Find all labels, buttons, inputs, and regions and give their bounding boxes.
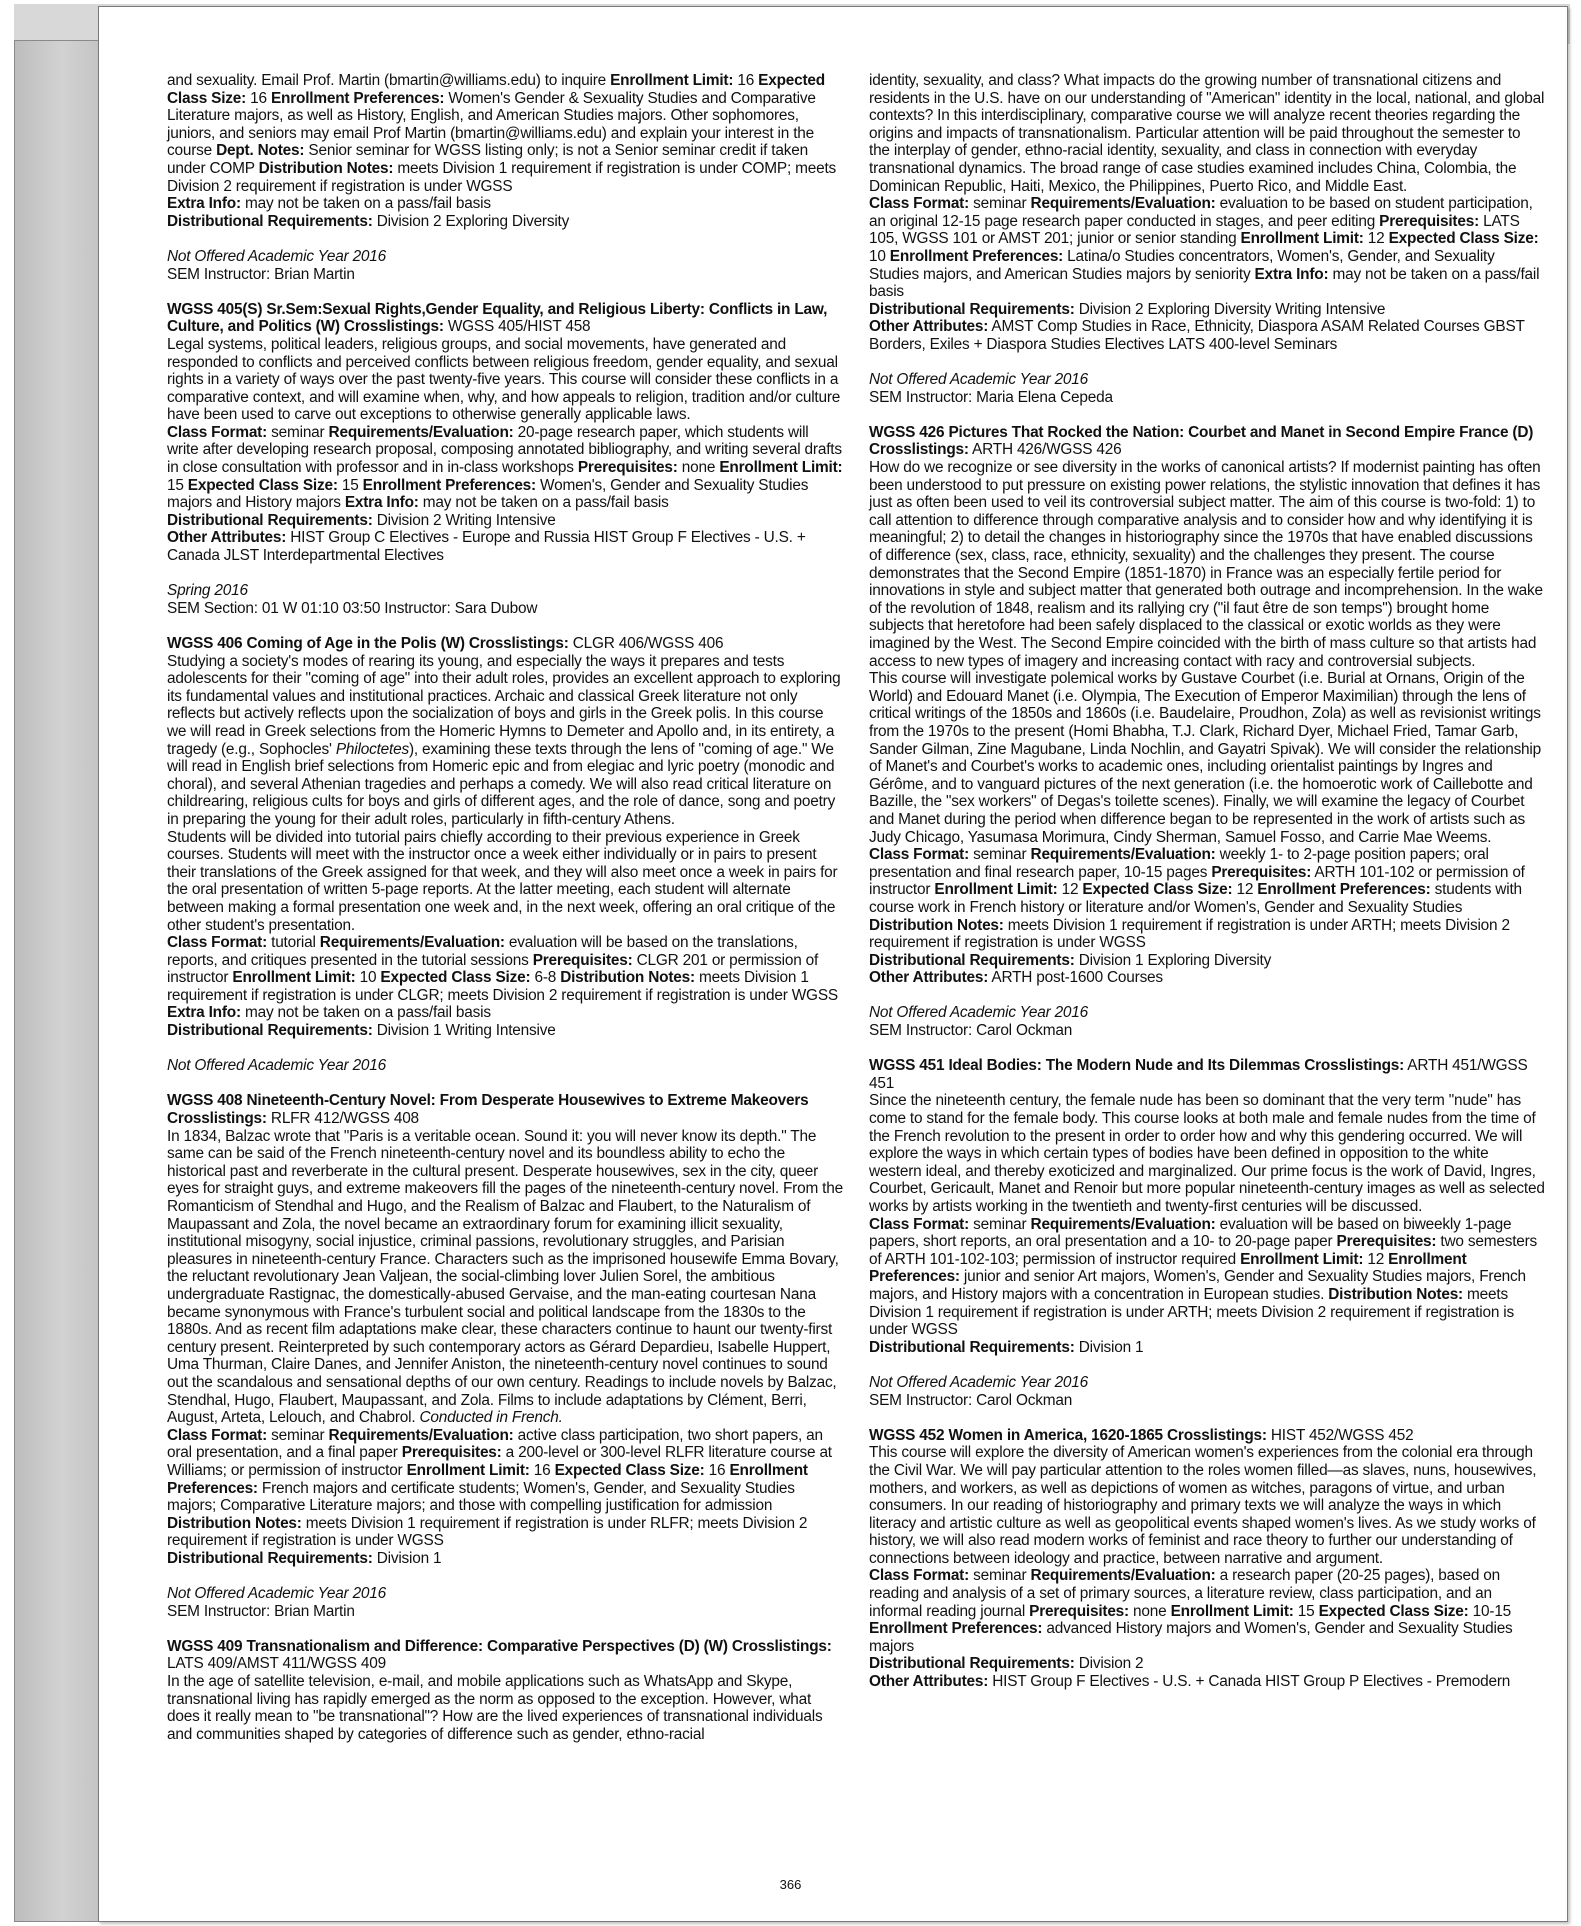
label: Expected Class Size: xyxy=(187,476,338,494)
course-details xyxy=(167,424,844,512)
value: 16 xyxy=(733,72,759,89)
label: Distribution Notes: xyxy=(167,1514,302,1532)
value: ARTH 101-102 or permission of instructor xyxy=(869,863,1525,899)
value: Division 1 xyxy=(372,1549,442,1567)
label: Distributional Requirements: xyxy=(167,1022,373,1040)
section-info: SEM Section: 01 W 01:10 03:50 Instructor: Sara Dubow xyxy=(167,599,538,617)
label: Expected Class Size: xyxy=(554,1461,705,1479)
label: Class Format: xyxy=(869,195,970,213)
value: AMST Comp Studies in Race, Ethnicity, Diaspora ASAM Related Courses GBST Borders, Exiles + Diaspora Studies Electives LATS 400-level Seminars xyxy=(869,318,1525,353)
value: meets Division 1 requirement if registration is under COMP; meets Division 2 requirement if registration is under WGSS xyxy=(167,159,837,195)
course-details xyxy=(167,934,844,1022)
label: Extra Info: xyxy=(344,494,419,512)
value: seminar xyxy=(969,1567,1031,1585)
label: Prerequisites: xyxy=(577,459,678,477)
label: Class Format: xyxy=(869,1567,970,1585)
course-wgss-409-continued xyxy=(869,72,1545,406)
label: Other Attributes: xyxy=(869,969,989,987)
crosslistings: ARTH 426/WGSS 426 xyxy=(968,441,1122,459)
label: Extra Info: xyxy=(1254,265,1329,283)
label: Requirements/Evaluation: xyxy=(1030,195,1216,213)
value: meets Division 1 requirement if registration is under RLFR; meets Division 2 requirement if registration is under WGSS xyxy=(167,1514,808,1550)
value: Division 1 Exploring Diversity xyxy=(1074,951,1272,969)
value: seminar xyxy=(969,1215,1031,1233)
value: Women's, Gender and Sexuality Studies majors and History majors xyxy=(167,476,809,512)
value: Division 1 Writing Intensive xyxy=(372,1022,556,1040)
label: Enrollment Preferences: xyxy=(362,476,536,494)
course-title xyxy=(167,301,844,336)
value: ARTH post-1600 Courses xyxy=(988,969,1163,987)
label: Class Format: xyxy=(869,846,970,864)
section-info: SEM Instructor: Maria Elena Cepeda xyxy=(869,388,1113,406)
label: Expected Class Size: xyxy=(380,969,531,987)
value: 16 xyxy=(246,89,271,107)
other-attributes xyxy=(869,1673,1545,1691)
course-description: This course will investigate polemical works by Gustave Courbet (i.e. Burial at Ornans, Origin of the World) and Edouard Manet (i.e. Olympia, The Execution of Emperor Maximilian) through the lens of critical writings of the 1850s and 1860s (i.e. Baudelaire, Proudhon, Zola) as well as revisionist writings from the 1970s to the present (Homi Bhabha, T.J. Clark, Richard Dyer, Michael Fried, Tamar Garb, Sander Gilman, Zine Magubane, Linda Nochlin, and Gayatri Spivak). We will consider the relationship of Manet's and Courbet's works to academic ones, including orientalist paintings by Ingres and Gérôme, and to vanguard pictures of the next generation (i.e. the homoerotic work of Caillebotte and Bazille, the "sex workers" of Degas's toilette scenes). Finally, we will examine the legacy of Courbet and Manet during the period when difference began to be represented in the work of artists such as Judy Chicago, Yasumasa Morimura, Cindy Sherman, Samuel Fosso, and Carrie Mae Weems. xyxy=(869,670,1541,846)
label: Enrollment Preferences: xyxy=(869,1620,1043,1638)
section-info: SEM Instructor: Brian Martin xyxy=(167,265,355,283)
label: Prerequisites: xyxy=(1336,1233,1437,1251)
label: Enrollment Preferences: xyxy=(167,1461,808,1497)
other-attributes xyxy=(869,318,1545,353)
label: Requirements/Evaluation: xyxy=(1030,1567,1216,1585)
course-wgss-408 xyxy=(167,1092,844,1620)
label: Other Attributes: xyxy=(167,529,287,547)
crosslistings: ARTH 451/WGSS 451 xyxy=(869,1057,1528,1092)
label: Prerequisites: xyxy=(532,951,633,969)
course-description: How do we recognize or see diversity in the works of canonical artists? If modernist painting has often been understood to put pressure on existing power relations, the stylistic innovation that defines it has just as often been used to veil its controversial subject matter. The aim of this course is two-fold: 1) to call attention to difference through comparative analysis and to consider how and why identifying it is meaningful; 2) to detail the changes in historiography since the 1970s that have enabled discussions of difference (sex, class, race, ethnicity, sexuality) and the challenges they present. The course demonstrates that the Second Empire (1851-1870) in France was an especially fertile period for innovations in style and subject matter that generated both outrage and incomprehension. In the wake of the revolution of 1848, realism and its rallying cry ("il faut être de son temps") brought home subjects that heretofore had been safely displaced to the classical or exotic worlds as they were imagined by the West. The Second Empire coincided with the birth of mass culture so that artists had access to new types of imagery and increasing contact with racy and controversial subjects. xyxy=(869,459,1543,670)
label: Other Attributes: xyxy=(869,318,989,336)
label: Distributional Requirements: xyxy=(869,1655,1075,1673)
label: Prerequisites: xyxy=(1029,1602,1129,1620)
distributional-requirements xyxy=(167,1550,844,1568)
course-details xyxy=(869,195,1545,301)
value: 10 xyxy=(869,247,890,265)
value: seminar xyxy=(267,1426,329,1444)
value: 15 xyxy=(1293,1602,1319,1620)
distributional-requirements xyxy=(167,512,844,530)
crosslistings: RLFR 412/WGSS 408 xyxy=(266,1110,419,1128)
course-wgss-405 xyxy=(167,301,844,618)
offering-term: Not Offered Academic Year 2016 xyxy=(869,1004,1089,1022)
offering-term: Not Offered Academic Year 2016 xyxy=(869,371,1089,389)
value: evaluation will be based on biweekly 1-page papers, short reports, an oral presentation and a 10- to 20-page paper xyxy=(869,1215,1512,1251)
course-description: This course will explore the diversity of American women's experiences from the colonial era through the Civil War. We will pay particular attention to the roles women filled—as slaves, nuns, housewives, mothers, and workers, as well as depictions of women as witches, paragons of virtue, and urban consumers. In our reading of historiography and primary texts we will analyze the ways in which literacy and artistic culture as well as geopolitical events shaped women's lives. As we study works of history, we will also read modern works of feminist and race theory to further our understanding of connections between ideology and practice, between narrative and argument. xyxy=(869,1444,1537,1567)
course-title xyxy=(869,1427,1545,1445)
course-title xyxy=(167,635,844,653)
extra-info xyxy=(167,195,844,213)
crosslistings: LATS 409/AMST 411/WGSS 409 xyxy=(167,1655,386,1673)
section-info: SEM Instructor: Brian Martin xyxy=(167,1602,355,1620)
text: Studying a society's modes of rearing its young, and especially the ways it prepares and tests adolescents for their "coming of age" into their adult roles, provides an excellent approach to exploring its fundamental values and institutional practices. Archaic and classical Greek literature not only reflects but actively reflects upon the socialization of boys and girls in the Greek polis. In this course we will read in Greek selections from the Homeric Hymns to Demeter and Apollo and, in its entirety, a tragedy (e.g., Sophocles' xyxy=(167,652,841,758)
course-details xyxy=(869,1567,1545,1655)
value: seminar xyxy=(969,195,1031,213)
distributional-requirements xyxy=(869,1339,1545,1357)
distributional-requirements xyxy=(869,301,1545,319)
label: Class Format: xyxy=(167,934,268,952)
distributional-requirements xyxy=(869,1655,1545,1673)
label: Distributional Requirements: xyxy=(869,300,1075,318)
label: Distribution Notes: xyxy=(560,969,695,987)
course-details xyxy=(167,72,844,195)
label: Requirements/Evaluation: xyxy=(319,934,505,952)
value: weekly 1- to 2-page position papers; oral presentation and final research paper, 10-15 pages xyxy=(869,846,1489,881)
course-wgss-404-tail xyxy=(167,72,844,283)
label: Dept. Notes: xyxy=(216,142,305,160)
course-description: Since the nineteenth century, the female nude has been so dominant that the very term "nude" has come to stand for the female body. This course looks at both male and female nudes from the time of the French revolution to the present in order to order how and why this gendering occurred. We will explore the ways in which certain types of bodies have been defined in opposition to the white western ideal, and thereby exoticized and marginalized. Our prime focus is the work of David, Ingres, Courbet, Gericault, Manet and Renoir but more popular nineteenth-century images as well as selected works by artists working in the twentieth and twenty-first centuries will be discussed. xyxy=(869,1092,1545,1215)
course-wgss-451 xyxy=(869,1057,1545,1409)
value: students with course work in French history or literature and/or Women's, Gender and Sexuality Studies xyxy=(869,881,1522,916)
value: 6-8 xyxy=(530,969,561,987)
value: seminar xyxy=(969,846,1031,864)
course-wgss-406 xyxy=(167,635,844,1075)
label: Requirements/Evaluation: xyxy=(1030,1215,1216,1233)
label: Enrollment Limit: xyxy=(232,969,356,987)
course-description: identity, sexuality, and class? What impacts do the growing number of transnational citizens and residents in the U.S. have on our understanding of "American" identity in the local, national, and global contexts? In this interdisciplinary, comparative course we will analyze recent theories regarding the origins and impacts of transnationalism. Particular attention will be paid throughout the semester to the interplay of gender, ethno-racial identity, sexuality, and class in connection with everyday transnational dynamics. The broad range of case studies examined includes China, Colombia, the Dominican Republic, Haiti, Mexico, the Philippines, Puerto Rico, and Middle East. xyxy=(869,72,1545,195)
course-wgss-426 xyxy=(869,424,1545,1040)
value: 10 xyxy=(355,969,381,987)
title: WGSS 426 Pictures That Rocked the Nation: Courbet and Manet in Second Empire France (D) Crosslistings: xyxy=(869,423,1534,459)
label: Distributional Requirements: xyxy=(167,212,373,230)
label: Distribution Notes: xyxy=(258,159,394,177)
label: Prerequisites: xyxy=(1211,863,1312,881)
value: a 200-level or 300-level RLFR literature course at Williams; or permission of instructor xyxy=(167,1444,832,1479)
value: evaluation to be based on student participation, an original 12-15 page research paper conducted in stages, and peer editing xyxy=(869,195,1533,230)
offering-term: Not Offered Academic Year 2016 xyxy=(167,1585,387,1603)
label: Extra Info: xyxy=(167,195,241,213)
title: WGSS 409 Transnationalism and Difference: Comparative Perspectives (D) (W) Crosslistings: xyxy=(167,1637,832,1655)
value: may not be taken on a pass/fail basis xyxy=(418,494,669,512)
title: WGSS 408 Nineteenth-Century Novel: From Desperate Housewives to Extreme Makeovers Crosslistings: xyxy=(167,1092,809,1128)
value: a research paper (20-25 pages), based on reading and analysis of a set of primary sources, a literature review, class participation, and an informal reading journal xyxy=(869,1567,1501,1620)
binder-spine xyxy=(14,40,101,1922)
course-description xyxy=(167,653,844,829)
label: Prerequisites: xyxy=(1379,212,1480,230)
value: two semesters of ARTH 101-102-103; permission of instructor required xyxy=(869,1233,1538,1268)
course-details xyxy=(167,1427,844,1550)
distributional-requirements xyxy=(167,213,844,231)
value: seminar xyxy=(267,423,329,441)
offering-term: Not Offered Academic Year 2016 xyxy=(869,1373,1089,1391)
label: Enrollment Preferences: xyxy=(889,247,1064,265)
value: 10-15 xyxy=(1468,1602,1512,1620)
value: CLGR 201 or permission of instructor xyxy=(167,951,819,987)
value: 15 xyxy=(167,476,188,494)
value: none xyxy=(677,459,720,477)
label: Expected Class Size: xyxy=(1388,230,1539,248)
text: ), examining these texts through the lens of "coming of age." We will read in English brief selections from Homeric epic and from elegiac and lyric poetry (monodic and choral), and several Athenian tragedies and perhaps a comedy. We will also read critical literature on childrearing, religious cults for boys and girls of different ages, and the role of dance, song and poetry in preparing the young for their adult roles, particularly in fifth-century Athens. xyxy=(167,740,836,828)
crosslistings: CLGR 406/WGSS 406 xyxy=(568,635,724,652)
label: Distributional Requirements: xyxy=(869,951,1075,969)
title: WGSS 406 Coming of Age in the Polis (W) Crosslistings: xyxy=(167,635,569,652)
value: Division 2 Exploring Diversity xyxy=(372,212,570,230)
course-details xyxy=(869,846,1545,952)
text: In 1834, Balzac wrote that "Paris is a veritable ocean. Sound it: you will never know its depth." The same can be said of the French nineteenth-century novel and its boundless ability to echo the historical past and reverberate in the cultural present. Desperate housewives, sex in the city, queer eyes for straight guys, and extreme makeovers fill the pages of the nineteenth-century novel. From the Romanticism of Stendhal and Hugo, and the Realism of Balzac and Flaubert, to the Naturalism of Maupassant and Zola, the novel became an extraordinary forum for examining illicit sexuality, institutional misogyny, social injustice, criminal passions, revolutionary struggles, and Parisian pleasures in nineteenth-century France. Characters such as the imprisoned housewife Emma Bovary, the reluctant revolutionary Jean Valjean, the social-climbing lover Julien Sorel, the ambitious undergraduate Rastignac, the domestically-abused Gervaise, and the man-eating courtesan Nana became synonymous with France's turbulent social and political landscape from the 1830s to the 1880s. And as recent film adaptations make clear, these characters continue to haunt our twenty-first century present. Reinterpreted by such contemporary actors as Gérard Depardieu, Isabelle Huppert, Uma Thurman, Claire Danes, and Jennifer Aniston, the nineteenth-century novel continues to sound out the scandalous and sensational depths of our own century. Readings to include novels by Balzac, Stendhal, Hugo, Flaubert, Maupassant, and Zola. Films to include adaptations by Clément, Berri, August, Arteta, Lelouch, and Chabrol. xyxy=(167,1127,843,1427)
other-attributes xyxy=(869,969,1545,987)
offering-term: Not Offered Academic Year 2016 xyxy=(167,1057,387,1075)
other-attributes xyxy=(167,529,844,564)
offering-term: Not Offered Academic Year 2016 xyxy=(167,247,387,265)
label: Distribution Notes: xyxy=(1328,1285,1463,1303)
value: Division 2 Writing Intensive xyxy=(372,511,556,529)
value: evaluation will be based on the translations, reports, and critiques presented in the tutorial sessions xyxy=(167,934,798,969)
section-info: SEM Instructor: Carol Ockman xyxy=(869,1022,1073,1040)
course-description: In the age of satellite television, e-mail, and mobile applications such as WhatsApp and Skype, transnational living has rapidly emerged as the norm as opposed to the exception. However, what does it really mean to "be transnational"? How are the lived experiences of transnational individuals and communities shaped by categories of difference such as gender, ethno-racial xyxy=(167,1673,823,1743)
label: Distributional Requirements: xyxy=(167,1549,373,1567)
label: Other Attributes: xyxy=(869,1673,989,1691)
label: Enrollment Preferences: xyxy=(270,89,445,107)
label: Expected Class Size: xyxy=(1318,1602,1469,1620)
course-title xyxy=(869,424,1545,459)
course-title xyxy=(167,1638,844,1673)
course-wgss-409 xyxy=(167,1638,844,1744)
value: Women's Gender & Sexuality Studies and Comparative Literature majors, as well as History, English, and American Studies majors. Other sophomores, juniors, and seniors may email Prof Martin (bmartin@williams.edu) and explain your interest in the course xyxy=(167,89,816,160)
value: Division 2 xyxy=(1074,1655,1144,1673)
distributional-requirements xyxy=(167,1022,844,1040)
text: Conducted in French. xyxy=(419,1409,563,1427)
value: may not be taken on a pass/fail basis xyxy=(240,1004,491,1022)
offering-term: Spring 2016 xyxy=(167,582,248,600)
value: 12 xyxy=(1363,230,1389,248)
text: and sexuality. Email Prof. Martin (bmartin@williams.edu) to inquire xyxy=(167,72,611,89)
value: tutorial xyxy=(267,934,320,952)
label: Enrollment Limit: xyxy=(1240,230,1364,248)
value: 15 xyxy=(337,476,363,494)
value: meets Division 1 requirement if registration is under ARTH; meets Division 2 requirement if registration is under WGSS xyxy=(869,916,1510,952)
value: Latina/o Studies concentrators, Women's, Gender, and Sexuality Studies majors, and American Studies majors by seniority xyxy=(869,247,1495,283)
label: Enrollment Limit: xyxy=(719,459,843,477)
value: HIST Group F Electives - U.S. + Canada HIST Group P Electives - Premodern xyxy=(988,1673,1511,1691)
value: 12 xyxy=(1232,881,1258,899)
value: advanced History majors and Women's, Gender and Sexuality Studies majors xyxy=(869,1620,1513,1655)
course-description xyxy=(167,1128,844,1427)
value: 12 xyxy=(1363,1250,1389,1268)
label: Enrollment Limit: xyxy=(1170,1602,1294,1620)
label: Enrollment Limit: xyxy=(934,881,1058,899)
distributional-requirements xyxy=(869,952,1545,970)
right-column xyxy=(869,72,1545,1691)
value: may not be taken on a pass/fail basis xyxy=(240,195,491,213)
label: Enrollment Limit: xyxy=(610,72,734,89)
course-description: Students will be divided into tutorial pairs chiefly according to their previous experience in Greek courses. Students will meet with the instructor once a week either individually or in pairs to present their translations of the Greek assigned for that week, and they will also meet once a week in pairs for the oral presentation of written 5-page reports. At the latter meeting, each student will alternate between making a formal presentation one week and, in the next week, offering an oral critique of the other student's presentation. xyxy=(167,828,838,934)
value: 16 xyxy=(704,1461,730,1479)
course-details xyxy=(869,1216,1545,1339)
label: Expected Class Size: xyxy=(1082,881,1233,899)
label: Class Format: xyxy=(869,1215,970,1233)
value: HIST Group C Electives - Europe and Russia HIST Group F Electives - U.S. + Canada JLST Interdepartmental Electives xyxy=(167,529,806,565)
course-title xyxy=(167,1092,844,1127)
value: none xyxy=(1128,1602,1171,1620)
label: Requirements/Evaluation: xyxy=(1030,846,1216,864)
label: Enrollment Limit: xyxy=(406,1461,530,1479)
crosslistings: HIST 452/WGSS 452 xyxy=(1266,1426,1414,1444)
value: Senior seminar for WGSS listing only; is not a Senior seminar credit if taken under COMP xyxy=(167,142,808,177)
value: active class participation, two short papers, an oral presentation, and a final paper xyxy=(167,1426,823,1462)
section-info: SEM Instructor: Carol Ockman xyxy=(869,1391,1073,1409)
crosslistings: WGSS 405/HIST 458 xyxy=(443,318,591,336)
label: Enrollment Limit: xyxy=(1240,1250,1364,1268)
title: WGSS 452 Women in America, 1620-1865 Crosslistings: xyxy=(869,1426,1267,1444)
value: 12 xyxy=(1057,881,1083,899)
label: Requirements/Evaluation: xyxy=(328,1426,514,1444)
label: Prerequisites: xyxy=(401,1444,502,1462)
value: LATS 105, WGSS 101 or AMST 201; junior or senior standing xyxy=(869,212,1520,248)
text: Philoctetes xyxy=(335,740,409,758)
value: meets Division 1 requirement if registration is under CLGR; meets Division 2 requirement if registration is under WGSS xyxy=(167,969,838,1004)
value: meets Division 1 requirement if registration is under ARTH; meets Division 2 requirement if registration is under WGSS xyxy=(869,1285,1515,1339)
label: Distribution Notes: xyxy=(869,916,1004,934)
course-description: Legal systems, political leaders, religious groups, and social movements, have generated and responded to conflicts and perceived conflicts between religious freedom, gender equality, and sexual rights in a variety of ways over the past twenty-five years. This course will consider these conflicts in a comparative context, and will examine when, why, and how appeals to religion, tradition and/or culture have been used to carve out exceptions to otherwise generally applicable laws. xyxy=(167,335,841,424)
label: Enrollment Preferences: xyxy=(1257,881,1431,899)
value: 16 xyxy=(529,1461,555,1479)
value: 20-page research paper, which students will write after developing research proposal, composing annotated bibliography, and writing several drafts in close consultation with professor and in in-class workshops xyxy=(167,423,842,477)
page-number: 366 xyxy=(779,1877,802,1892)
value: may not be taken on a pass/fail basis xyxy=(869,265,1540,301)
label: Enrollment Preferences: xyxy=(869,1250,1467,1286)
label: Class Format: xyxy=(167,423,268,441)
label: Class Format: xyxy=(167,1426,268,1444)
course-title xyxy=(869,1057,1545,1092)
label: Expected Class Size: xyxy=(167,72,825,107)
left-column xyxy=(167,72,844,1743)
title: WGSS 405(S) Sr.Sem:Sexual Rights,Gender Equality, and Religious Liberty: Conflicts in Law, Culture, and Politics (W) Crosslistings: xyxy=(167,300,828,336)
value: Division 1 xyxy=(1074,1338,1144,1356)
label: Extra Info: xyxy=(167,1004,241,1022)
value: junior and senior Art majors, Women's, Gender and Sexuality Studies majors, French majors, and History majors with a concentration in European studies. xyxy=(869,1268,1526,1303)
label: Distributional Requirements: xyxy=(869,1338,1075,1356)
value: Division 2 Exploring Diversity Writing Intensive xyxy=(1074,300,1386,318)
title: WGSS 451 Ideal Bodies: The Modern Nude and Its Dilemmas Crosslistings: xyxy=(869,1057,1405,1075)
label: Requirements/Evaluation: xyxy=(328,423,514,441)
label: Distributional Requirements: xyxy=(167,511,373,529)
value: French majors and certificate students; Women's, Gender, and Sexuality Studies majors; Comparative Literature majors; and those with compelling justification for admission xyxy=(167,1479,795,1515)
course-wgss-452 xyxy=(869,1427,1545,1691)
